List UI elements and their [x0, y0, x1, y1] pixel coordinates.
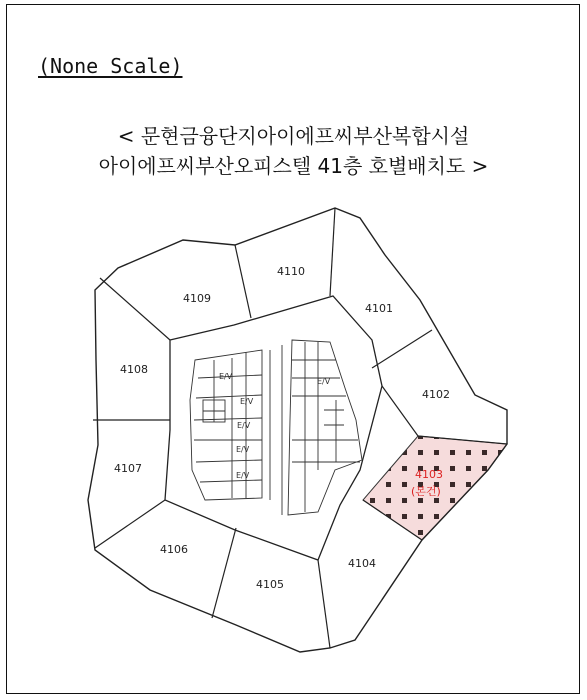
unit-4103-sublabel: (본건) [411, 485, 441, 498]
unit-4108-label[interactable]: 4108 [120, 363, 148, 376]
title-line-2: 아이에프씨부산오피스텔 41층 호별배치도 > [98, 154, 489, 178]
unit-4105-label[interactable]: 4105 [256, 578, 284, 591]
scale-note: (None Scale) [38, 54, 183, 78]
unit-4101-label[interactable]: 4101 [365, 302, 393, 315]
ev-label-3: E/V [237, 421, 251, 430]
ev-label-2: E/V [240, 397, 254, 406]
unit-4106-label[interactable]: 4106 [160, 543, 188, 556]
unit-4109-label[interactable]: 4109 [183, 292, 211, 305]
ev-label-5: E/V [236, 471, 250, 480]
ev-label-1: E/V [219, 372, 233, 381]
unit-4102-label[interactable]: 4102 [422, 388, 450, 401]
ev-label-6: E/V [317, 377, 331, 386]
unit-4104-label[interactable]: 4104 [348, 557, 376, 570]
unit-4103-label[interactable]: 4103 [415, 468, 443, 481]
core-area [190, 340, 362, 515]
unit-4107-label[interactable]: 4107 [114, 462, 142, 475]
title-line-1: < 문현금융단지아이에프씨부산복합시설 [117, 124, 470, 148]
ev-label-4: E/V [236, 445, 250, 454]
unit-4110-label[interactable]: 4110 [277, 265, 305, 278]
inner-outline [165, 296, 382, 560]
